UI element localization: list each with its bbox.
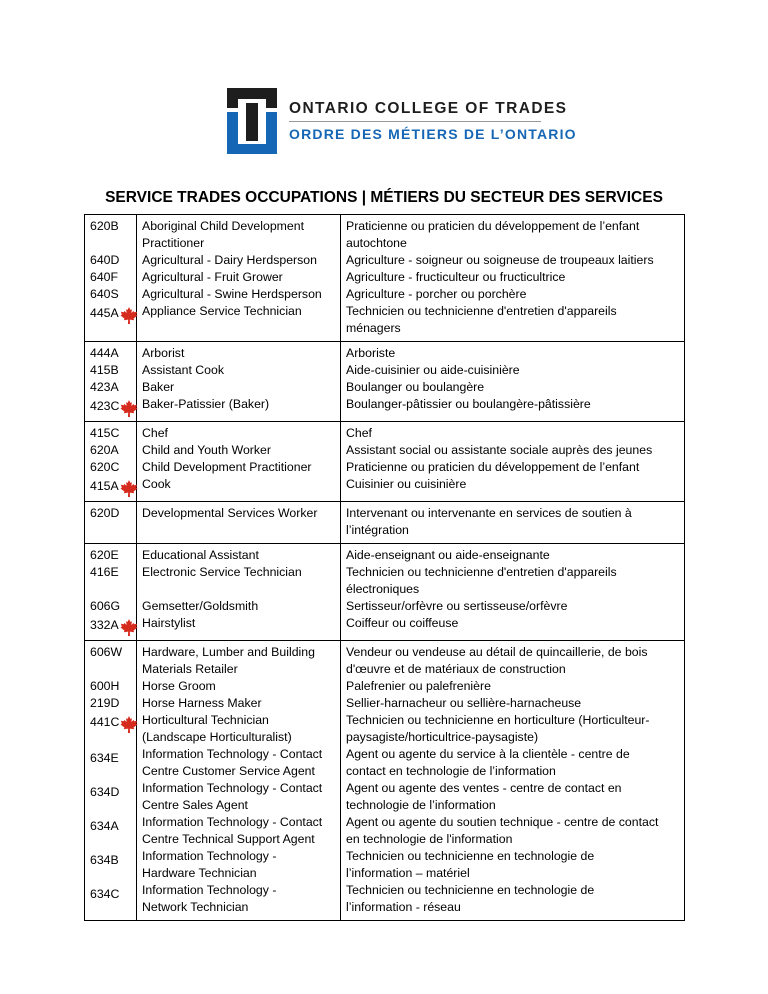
trade-code-text: 620B [90, 219, 119, 233]
maple-leaf-icon [120, 307, 138, 324]
trade-name-english: Hardware Technician [142, 866, 257, 880]
trade-code-text: 640S [90, 287, 119, 301]
trade-code-text: 634C [90, 887, 120, 901]
trade-name-french: l’information – matériel [346, 866, 470, 880]
trade-code-cell [85, 422, 137, 502]
trade-name-english: Child Development Practitioner [142, 460, 312, 474]
trade-name-french: Sellier-harnacheur ou sellière-harnacheuse [346, 696, 582, 710]
trade-name-french: Technicien ou technicienne en horticulture (Horticulteur- [346, 713, 650, 727]
trade-code [90, 818, 131, 835]
trade-code-text: 423A [90, 380, 119, 394]
trade-name-french: Boulanger-pâtissier ou boulangère-pâtissière [346, 397, 591, 411]
trade-code [90, 750, 131, 767]
trade-code-text: 423C [90, 399, 120, 413]
trade-name-english: Information Technology - Contact [142, 781, 323, 795]
trade-code-text: 620C [90, 460, 120, 474]
trade-name-french: Aide-enseignant ou aide-enseignante [346, 548, 550, 562]
trade-name-english: Horticultural Technician [142, 713, 269, 727]
trade-name-english: Centre Sales Agent [142, 798, 248, 812]
trade-name-english: Agricultural - Dairy Herdsperson [142, 253, 317, 267]
trade-name-english: Aboriginal Child Development [142, 219, 304, 233]
trade-code-cell [85, 215, 137, 342]
trade-name-french: Technicien ou technicienne en technologie de [346, 883, 595, 897]
trade-name-english-cell [137, 544, 341, 641]
trade-name-french: Agriculture - porcher ou porchère [346, 287, 527, 301]
trade-code-text: 332A [90, 618, 119, 632]
trade-name-english: Developmental Services Worker [142, 506, 318, 520]
spacer [90, 733, 131, 750]
trade-name-french: Coiffeur ou coiffeuse [346, 616, 459, 630]
trade-name-english: Hardware, Lumber and Building [142, 645, 315, 659]
trade-code-cell [85, 641, 137, 921]
trade-name-english: Cook [142, 477, 171, 491]
trade-code [90, 396, 131, 417]
table-row [85, 544, 685, 641]
logo-name-english: ONTARIO COLLEGE OF TRADES [289, 100, 568, 117]
trade-name-english: Gemsetter/Goldsmith [142, 599, 259, 613]
trade-name-english: Educational Assistant [142, 548, 259, 562]
trade-code [90, 252, 131, 269]
trade-name-french: contact en technologie de l’information [346, 764, 556, 778]
trade-name-english: Child and Youth Worker [142, 443, 271, 457]
trade-name-french-cell [341, 502, 685, 544]
trade-name-french: Praticienne ou praticien du développement de l’enfant [346, 460, 640, 474]
trade-code-text: 620D [90, 506, 120, 520]
logo-divider [289, 121, 541, 122]
trade-name-english: Information Technology - Contact [142, 747, 323, 761]
trade-name-french: autochtone [346, 236, 407, 250]
trade-name-english: Appliance Service Technician [142, 304, 302, 318]
trade-code-text: 606G [90, 599, 121, 613]
trade-code [90, 362, 131, 379]
trade-code [90, 615, 131, 636]
trade-name-french: Technicien ou technicienne d'entretien d'appareils [346, 565, 617, 579]
trade-code-text: 620E [90, 548, 119, 562]
trade-code [90, 442, 131, 459]
trade-name-english-cell [137, 215, 341, 342]
trade-code [90, 379, 131, 396]
trade-code [90, 695, 131, 712]
trade-name-french: Technicien ou technicienne d'entretien d'appareils [346, 304, 617, 318]
trade-code-text: 640D [90, 253, 120, 267]
trade-name-english [142, 581, 335, 598]
trade-name-english: Horse Groom [142, 679, 216, 693]
trade-code-text: 219D [90, 696, 120, 710]
trade-name-english: Information Technology - Contact [142, 815, 323, 829]
trade-name-english: Information Technology - [142, 883, 277, 897]
trade-name-english: Agricultural - Fruit Grower [142, 270, 283, 284]
trade-name-french: électroniques [346, 582, 420, 596]
trade-code [90, 644, 131, 661]
trade-code [90, 505, 131, 522]
trade-name-french: Boulanger ou boulangère [346, 380, 485, 394]
trade-code-text: 415A [90, 479, 119, 493]
trade-name-french: Agent ou agente du soutien technique - centre de contact [346, 815, 659, 829]
trade-name-french: en technologie de l'information [346, 832, 513, 846]
trade-name-french-cell [341, 641, 685, 921]
spacer [90, 581, 131, 598]
trade-name-english-cell [137, 641, 341, 921]
trade-name-english: Materials Retailer [142, 662, 238, 676]
trade-code [90, 286, 131, 303]
trade-code [90, 564, 131, 581]
trade-name-french: Technicien ou technicienne en technologie de [346, 849, 595, 863]
trade-name-english: Centre Technical Support Agent [142, 832, 315, 846]
trade-code-text: 634B [90, 853, 119, 867]
trade-code-text: 620A [90, 443, 119, 457]
trade-name-english: Network Technician [142, 900, 249, 914]
trade-code-text: 606W [90, 645, 123, 659]
trade-name-english: Information Technology - [142, 849, 277, 863]
document-title: SERVICE TRADES OCCUPATIONS | MÉTIERS DU SECTEUR DES SERVICES [105, 189, 663, 206]
trade-name-english-cell [137, 422, 341, 502]
table-row [85, 641, 685, 921]
trade-code [90, 886, 131, 903]
spacer [90, 661, 131, 678]
trade-name-english: Chef [142, 426, 168, 440]
trade-code [90, 598, 131, 615]
maple-leaf-icon [120, 716, 138, 733]
trade-name-english-cell [137, 502, 341, 544]
trade-name-french: Aide-cuisinier ou aide-cuisinière [346, 363, 520, 377]
trade-name-french-cell [341, 215, 685, 342]
maple-leaf-icon [120, 480, 138, 497]
trade-name-french: Palefrenier ou palefrenière [346, 679, 491, 693]
trade-code-text: 634A [90, 819, 119, 833]
trade-code [90, 459, 131, 476]
college-logo-mark-icon [227, 88, 277, 154]
trade-code [90, 269, 131, 286]
trade-name-english: Centre Customer Service Agent [142, 764, 315, 778]
trade-code-text: 634E [90, 751, 119, 765]
trade-code [90, 547, 131, 564]
trade-code-text: 445A [90, 306, 119, 320]
trade-name-french: Agent ou agente des ventes - centre de contact en [346, 781, 622, 795]
trade-name-french: Chef [346, 426, 372, 440]
trade-name-french: Sertisseur/orfèvre ou sertisseuse/orfèvre [346, 599, 568, 613]
trade-name-english: Hairstylist [142, 616, 196, 630]
trades-table [84, 214, 685, 921]
trade-code-text: 415B [90, 363, 119, 377]
spacer [90, 801, 131, 818]
table-row [85, 215, 685, 342]
trade-name-french: Agriculture - fructiculteur ou fructicultrice [346, 270, 566, 284]
trade-code [90, 852, 131, 869]
trade-name-french-cell [341, 342, 685, 422]
spacer [90, 835, 131, 852]
trade-name-french: Cuisinier ou cuisinière [346, 477, 467, 491]
trade-name-english: (Landscape Horticulturalist) [142, 730, 292, 744]
trade-name-french: technologie de l’information [346, 798, 496, 812]
trade-name-french-cell [341, 544, 685, 641]
trade-code [90, 425, 131, 442]
trade-code-text: 416E [90, 565, 119, 579]
trade-code [90, 712, 131, 733]
trade-name-french: l’intégration [346, 523, 409, 537]
trade-code [90, 218, 131, 235]
trade-name-french: Intervenant ou intervenante en services de soutien à [346, 506, 632, 520]
spacer [90, 767, 131, 784]
spacer [90, 869, 131, 886]
table-row [85, 342, 685, 422]
trade-code-cell [85, 342, 137, 422]
trade-code [90, 345, 131, 362]
maple-leaf-icon [120, 400, 138, 417]
trade-name-french-cell [341, 422, 685, 502]
trade-code-text: 441C [90, 715, 120, 729]
trade-name-english: Baker-Patissier (Baker) [142, 397, 270, 411]
trade-name-english: Practitioner [142, 236, 205, 250]
trade-code-text: 444A [90, 346, 119, 360]
college-logo [227, 88, 577, 154]
trade-name-french: Agent ou agente du service à la clientèle - centre de [346, 747, 630, 761]
trade-name-english: Horse Harness Maker [142, 696, 262, 710]
trade-name-french: Agriculture - soigneur ou soigneuse de troupeaux laitiers [346, 253, 654, 267]
trade-code [90, 303, 131, 324]
trade-name-english: Agricultural - Swine Herdsperson [142, 287, 322, 301]
trade-code [90, 784, 131, 801]
trade-name-french: ménagers [346, 321, 401, 335]
trade-code [90, 678, 131, 695]
trade-name-english: Assistant Cook [142, 363, 225, 377]
trade-name-french: Assistant social ou assistante sociale auprès des jeunes [346, 443, 653, 457]
trade-name-french: Praticienne ou praticien du développement de l’enfant [346, 219, 640, 233]
trade-name-french: Arboriste [346, 346, 396, 360]
trade-name-english-cell [137, 342, 341, 422]
trade-code-cell [85, 544, 137, 641]
trade-name-french: d'œuvre et de matériaux de construction [346, 662, 566, 676]
logo-name-french: ORDRE DES MÉTIERS DE L’ONTARIO [289, 126, 577, 142]
trade-name-french: paysagiste/horticultrice-paysagiste) [346, 730, 539, 744]
trade-name-english: Arborist [142, 346, 185, 360]
trade-name-english: Baker [142, 380, 175, 394]
table-row [85, 422, 685, 502]
spacer [90, 235, 131, 252]
trade-name-french: Vendeur ou vendeuse au détail de quincaillerie, de bois [346, 645, 648, 659]
table-row [85, 502, 685, 544]
trade-name-english: Electronic Service Technician [142, 565, 302, 579]
trade-name-french: l’information - réseau [346, 900, 461, 914]
trade-code-text: 600H [90, 679, 120, 693]
trade-code-text: 634D [90, 785, 120, 799]
trade-code-cell [85, 502, 137, 544]
trade-code [90, 476, 131, 497]
trade-code-text: 640F [90, 270, 119, 284]
maple-leaf-icon [120, 619, 138, 636]
trade-code-text: 415C [90, 426, 120, 440]
